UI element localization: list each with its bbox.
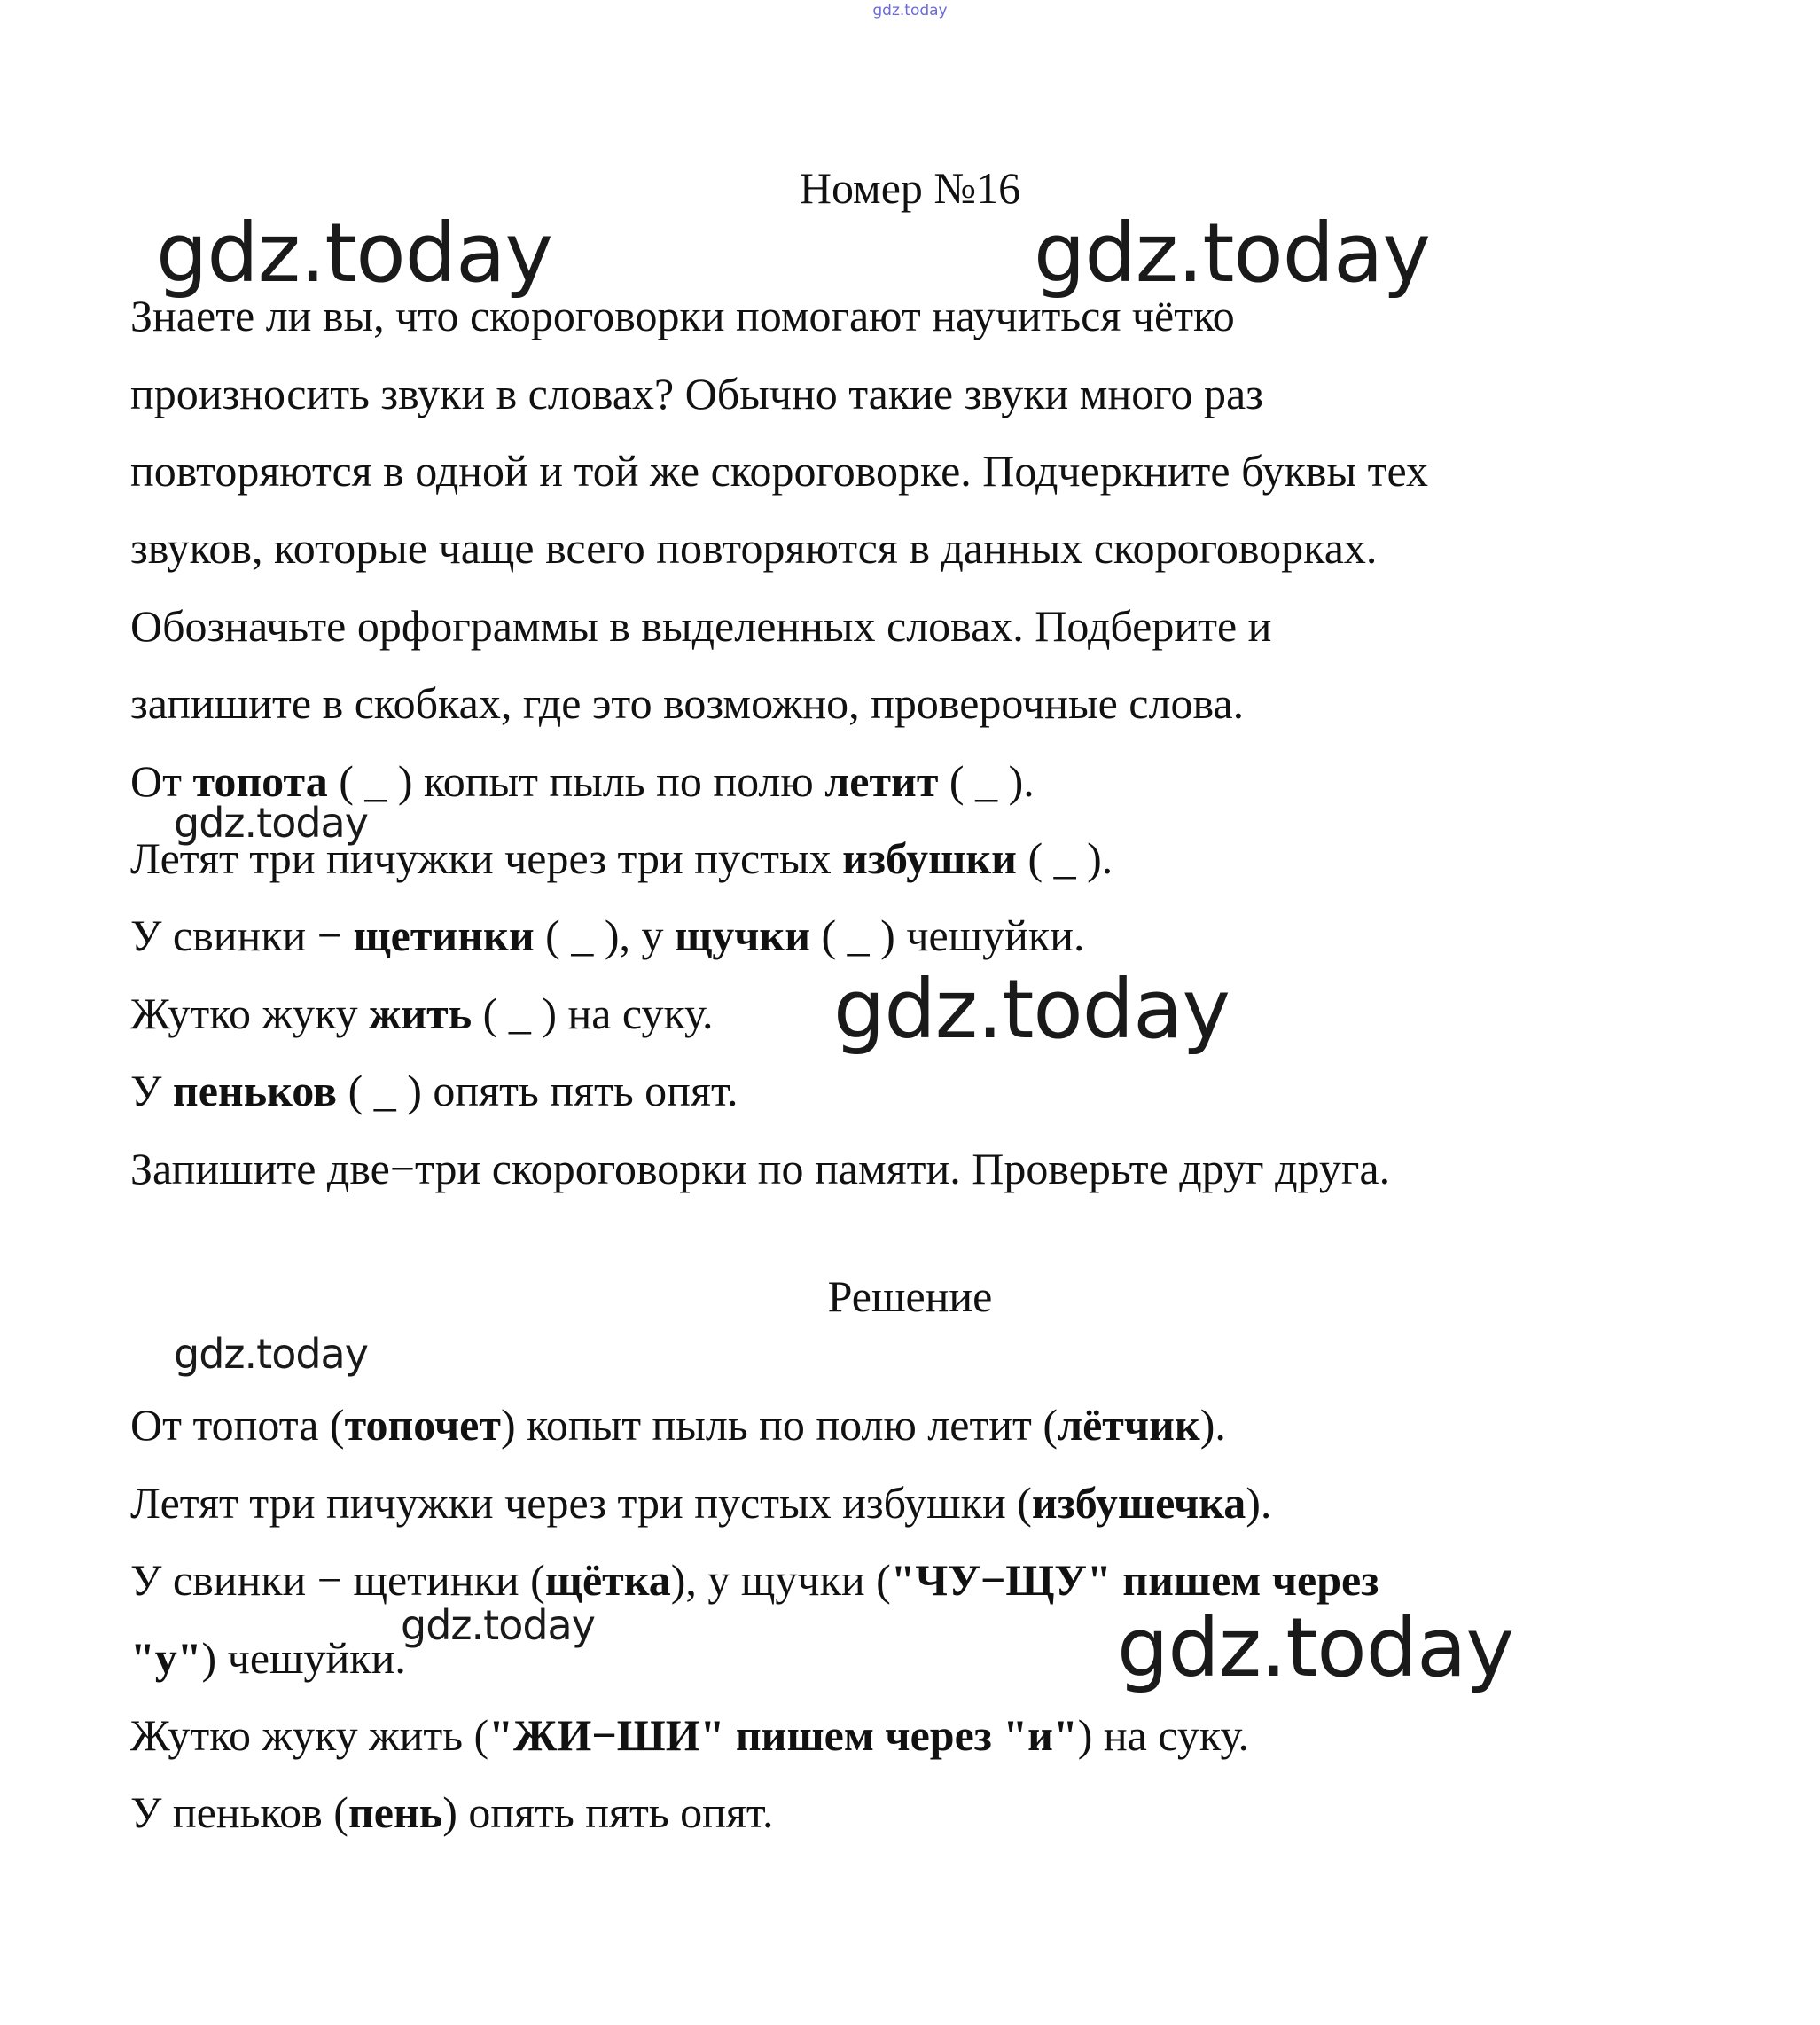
- check-word: лётчик: [1058, 1400, 1200, 1450]
- tongue-twister-3: [130, 909, 1084, 962]
- text-segment: ( _ ) чешуйки.: [810, 911, 1085, 960]
- text-segment: У свинки −: [130, 911, 354, 960]
- solution-line-6: [130, 1786, 774, 1839]
- task-intro-line: повторяются в одной и той же скороговорке. Подчеркните буквы тех: [130, 446, 1428, 496]
- task-intro-line: Знаете ли вы, что скороговорки помогают научиться чётко: [130, 291, 1235, 340]
- watermark: gdz.today: [174, 799, 368, 847]
- watermark: gdz.today: [401, 1601, 595, 1649]
- task-intro-line: Обозначьте орфограммы в выделенных словах. Подберите и: [130, 601, 1272, 651]
- text-segment: Летят три пичужки через три пустых избушки (: [130, 1478, 1032, 1528]
- task-intro-line: запишите в скобках, где это возможно, проверочные слова.: [130, 678, 1245, 728]
- spelling-rule: "ЧУ−ЩУ" пишем через: [890, 1555, 1379, 1605]
- text-segment: ( _ ), у: [534, 911, 675, 960]
- text-segment: ) на суку.: [1077, 1710, 1249, 1760]
- text-segment: ), у щучки (: [670, 1555, 891, 1605]
- text-segment: Жутко жуку жить (: [130, 1710, 489, 1760]
- check-word: топочет: [344, 1400, 501, 1450]
- text-segment: ( _ ).: [1016, 833, 1113, 883]
- solution-heading: Решение: [827, 1271, 993, 1321]
- solution-line-2: [130, 1476, 1271, 1529]
- check-word: избушечка: [1031, 1478, 1246, 1528]
- solution-line-5: [130, 1708, 1249, 1762]
- task-intro-line: звуков, которые чаще всего повторяются в данных скороговорках.: [130, 523, 1378, 573]
- tongue-twister-5: [130, 1064, 738, 1117]
- text-segment: От: [130, 756, 193, 806]
- solution-line-4: [130, 1631, 406, 1685]
- task-intro-line: произносить звуки в словах? Обычно такие звуки много раз: [130, 369, 1263, 418]
- text-segment: ).: [1246, 1478, 1272, 1528]
- watermark: gdz.today: [174, 1330, 368, 1378]
- spelling-rule: "у": [130, 1633, 202, 1683]
- check-word: щётка: [544, 1555, 671, 1605]
- page-title: Номер №16: [799, 163, 1021, 213]
- text-segment: ( _ ) копыт пыль по полю: [327, 756, 825, 806]
- spelling-rule: "ЖИ−ШИ" пишем через "и": [488, 1710, 1078, 1760]
- watermark: gdz.today: [833, 962, 1230, 1057]
- text-segment: ( _ ).: [938, 756, 1035, 806]
- text-segment: ).: [1199, 1400, 1226, 1450]
- watermark: gdz.today: [1034, 206, 1430, 301]
- check-word: пень: [348, 1787, 443, 1837]
- text-segment: ( _ ) на суку.: [472, 989, 714, 1038]
- text-segment: У свинки − щетинки (: [130, 1555, 545, 1605]
- highlighted-word: избушки: [842, 833, 1017, 883]
- highlighted-word: жить: [369, 989, 473, 1038]
- text-segment: ) копыт пыль по полю летит (: [500, 1400, 1058, 1450]
- text-segment: ) опять пять опят.: [442, 1787, 774, 1837]
- highlighted-word: пеньков: [172, 1066, 338, 1115]
- text-segment: ) чешуйки.: [201, 1633, 406, 1683]
- text-segment: У: [130, 1066, 173, 1115]
- highlighted-word: топота: [192, 756, 328, 806]
- text-segment: У пеньков (: [130, 1787, 348, 1837]
- text-segment: Летят три пичужки через три пустых: [130, 833, 843, 883]
- watermark: gdz.today: [1117, 1600, 1513, 1695]
- text-segment: От топота (: [130, 1400, 345, 1450]
- header-watermark: gdz.today: [872, 2, 948, 20]
- highlighted-word: щетинки: [353, 911, 535, 960]
- solution-line-1: [130, 1398, 1226, 1451]
- watermark: gdz.today: [156, 206, 552, 301]
- highlighted-word: щучки: [674, 911, 811, 960]
- solution-line-3: [130, 1553, 1379, 1607]
- highlighted-word: летит: [824, 756, 939, 806]
- text-segment: Жутко жуку: [130, 989, 370, 1038]
- task-outro: Запишите две−три скороговорки по памяти. Проверьте друг друга.: [130, 1144, 1391, 1193]
- text-segment: ( _ ) опять пять опят.: [337, 1066, 738, 1115]
- tongue-twister-4: [130, 987, 714, 1040]
